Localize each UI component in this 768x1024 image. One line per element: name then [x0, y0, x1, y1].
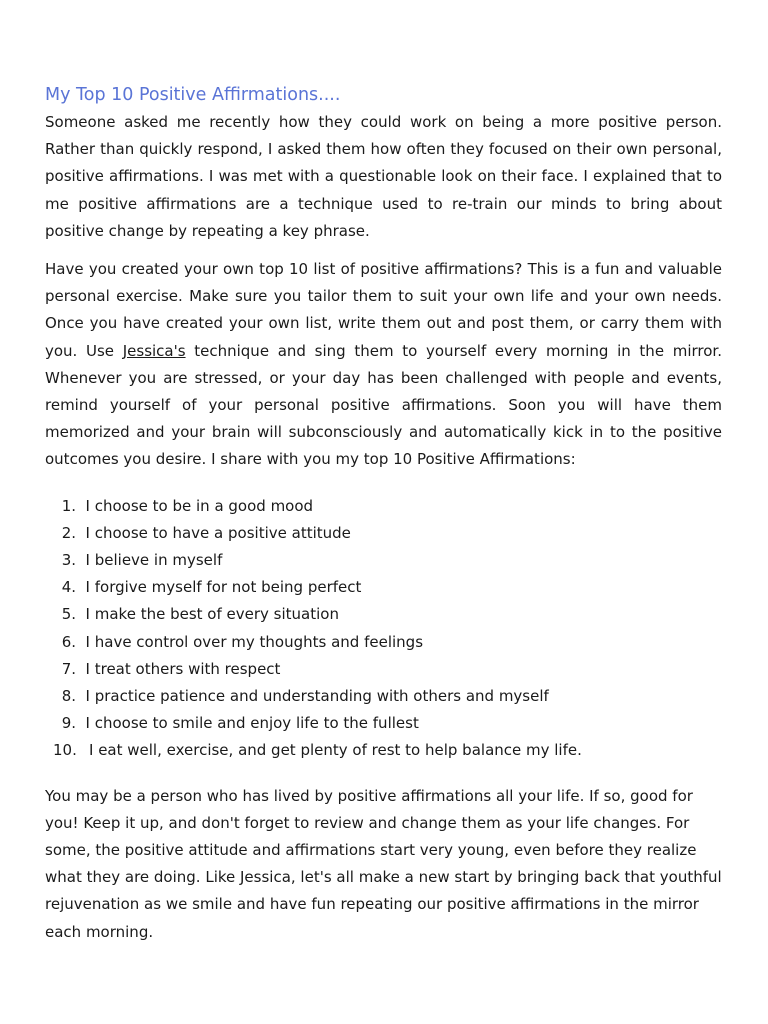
list-item: [45, 520, 722, 547]
list-item-text: I practice patience and understanding with others and myself: [85, 686, 549, 705]
list-item-number: 7.: [61, 659, 76, 678]
list-item: [45, 737, 722, 764]
paragraph-2-text-start: Have you created your own top 10 list of positive affirmations? This is a fun and valuable personal exercise. Make sure you tailor them to suit your own life and your own needs. Once you have created your own list, write them out and post them, or carry them with you. Use: [45, 260, 722, 360]
list-item: [45, 493, 722, 520]
jessica-link[interactable]: Jessica's: [122, 341, 186, 360]
list-item-text: I choose to be in a good mood: [85, 496, 314, 515]
list-item-text: I forgive myself for not being perfect: [85, 578, 362, 597]
list-item-text: I treat others with respect: [85, 659, 281, 678]
list-item-number: 6.: [61, 632, 76, 651]
list-item-number: 2.: [61, 523, 76, 542]
list-item: [45, 574, 722, 601]
list-item-number: 1.: [61, 496, 76, 515]
list-item: [45, 656, 722, 683]
affirmations-list: [45, 493, 722, 765]
list-item: [45, 547, 722, 574]
list-item-text: I believe in myself: [85, 551, 223, 570]
list-item: [45, 601, 722, 628]
list-item-number: 3.: [61, 551, 76, 570]
paragraph-2: [45, 256, 722, 474]
list-item-text: I choose to smile and enjoy life to the fullest: [85, 714, 419, 733]
list-item-text: I choose to have a positive attitude: [85, 523, 351, 542]
intro-paragraph: Someone asked me recently how they could work on being a more positive person. Rather than quickly respond, I asked them how often they focused on their own personal, positive affirmations. I was met with a questionable look on their face. I explained that to me positive affirmations are a technique used to re-train our minds to bring about positive change by repeating a key phrase.: [45, 113, 722, 240]
list-item-text: I make the best of every situation: [85, 605, 339, 624]
list-item-text: I eat well, exercise, and get plenty of rest to help balance my life.: [89, 741, 582, 760]
list-item: [45, 683, 722, 710]
list-item-number: 10.: [53, 741, 77, 760]
list-item: [45, 710, 722, 737]
closing-paragraph: You may be a person who has lived by positive affirmations all your life. If so, good for you! Keep it up, and don't forget to review and change them as your life changes. For some, the positive attitude and affirmations start very young, even before they realize what they are doing. Like Jessica, let's all make a new start by bringing back that youthful rejuvenation as we smile and have fun repeating our positive affirmations in the mirror each morning.: [45, 786, 722, 941]
list-item-number: 4.: [61, 578, 76, 597]
list-item-number: 5.: [61, 605, 76, 624]
list-item-number: 9.: [61, 714, 76, 733]
list-item-text: I have control over my thoughts and feelings: [85, 632, 424, 651]
list-item: [45, 629, 722, 656]
article-title: My Top 10 Positive Affirmations....: [45, 85, 341, 105]
list-item-number: 8.: [61, 686, 76, 705]
paragraph-2-text-end: technique and sing them to yourself every morning in the mirror. Whenever you are stressed, or your day has been challenged with people and events, remind yourself of your personal positive affirmations. Soon you will have them memorized and your brain will subconsciously and automatically kick in to the positive outcomes you desire. I share with you my top 10 Positive Affirmations:: [45, 341, 722, 469]
